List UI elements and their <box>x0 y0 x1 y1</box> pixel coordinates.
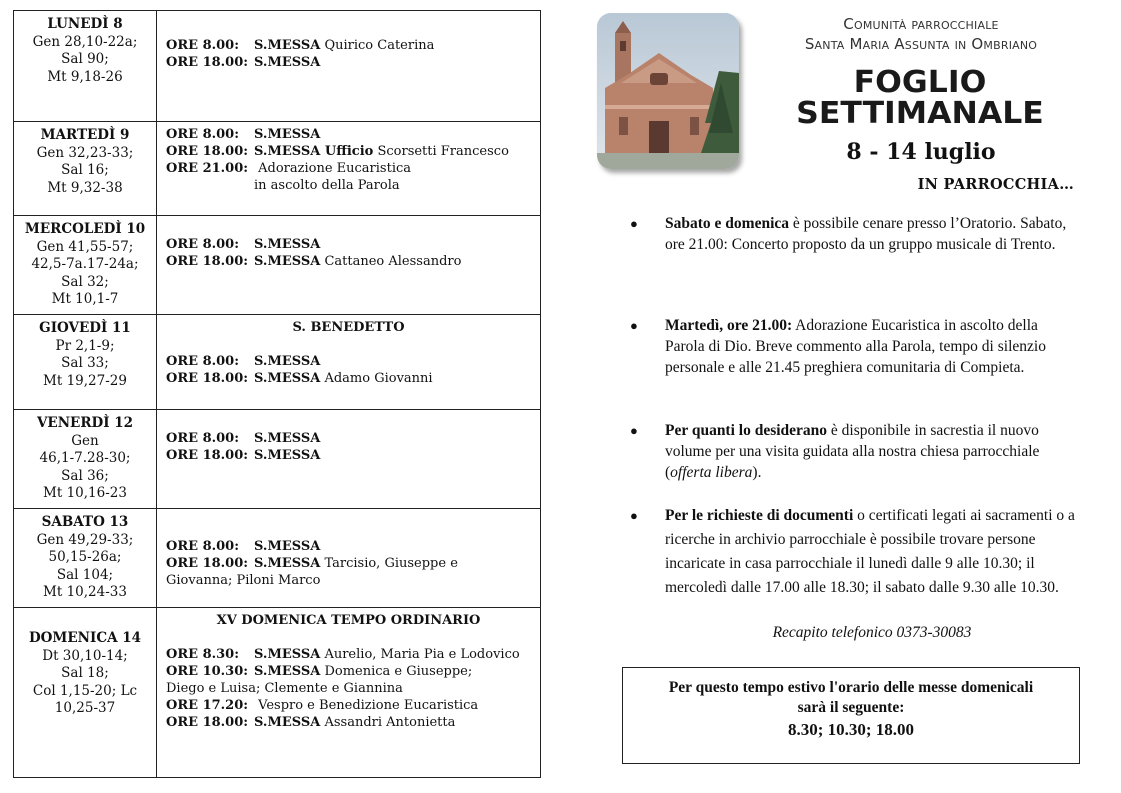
mass-label: S.MESSA <box>254 715 321 730</box>
schedule-row <box>14 122 540 216</box>
mass-line <box>166 447 540 464</box>
news-text: è disponibile in sacrestia il nuovo volume per una visita guidata alla nostra chiesa parrocchiale ( <box>665 422 1040 481</box>
mass-label: S.MESSA <box>254 55 321 70</box>
reading: Mt 10,24-33 <box>43 584 127 600</box>
mass-time: ORE 18.00: <box>166 254 249 269</box>
day-cell <box>14 315 157 409</box>
mass-label: S.MESSA <box>254 448 321 463</box>
mass-time: ORE 8.00: <box>166 539 240 554</box>
mass-intention: Giovanna; Piloni Marco <box>166 573 321 588</box>
mass-time: ORE 8.00: <box>166 431 240 446</box>
summer-line2: sarà il seguente: <box>797 699 905 716</box>
bullet-icon: ● <box>630 423 638 438</box>
mass-line <box>166 680 540 697</box>
mass-line <box>166 143 540 160</box>
bullet-icon: ● <box>630 318 638 333</box>
mass-line <box>166 714 540 731</box>
reading: Mt 10,16-23 <box>43 485 127 501</box>
schedule-row <box>14 11 540 122</box>
mass-time: ORE 8.30: <box>166 647 240 662</box>
bullet-icon: ● <box>630 216 638 231</box>
reading: Gen 41,55-57; <box>36 238 134 255</box>
church-photo <box>597 13 739 169</box>
day-name: DOMENICA 14 <box>28 630 142 646</box>
reading: Col 1,15-20; Lc <box>32 682 138 699</box>
mass-label: S.MESSA <box>254 38 321 53</box>
mass-time: ORE 18.00: <box>166 144 249 159</box>
news-text: Adorazione Eucaristica in ascolto della Parola di Dio. Breve commento alla Parola, tempo di silenzio personale e alle 21.45 preghiera comunitaria di Compieta. <box>665 317 1046 376</box>
reading: Gen 28,10-22a; <box>32 33 138 50</box>
mass-intention: Diego e Luisa; Clemente e Giannina <box>166 681 403 696</box>
news-lead: Per quanti lo desiderano <box>665 422 828 439</box>
news-italic: offerta libera <box>670 464 753 481</box>
mass-line <box>166 37 540 54</box>
phone-contact: Recapito telefonico 0373-30083 <box>772 624 972 641</box>
mass-label: S.MESSA <box>254 371 321 386</box>
bullet-icon: ● <box>630 508 638 523</box>
day-cell <box>14 608 157 777</box>
reading: Sal 18; <box>61 665 109 681</box>
feast-title: S. BENEDETTO <box>292 320 405 335</box>
mass-intention: Aurelio, Maria Pia e Lodovico <box>320 647 520 662</box>
reading: 42,5-7a.17-24a; <box>31 256 139 272</box>
news-lead: Per le richieste di documenti <box>665 507 854 524</box>
mass-label: S.MESSA <box>254 127 321 142</box>
schedule-row <box>14 608 540 777</box>
day-cell <box>14 122 157 215</box>
mass-intention: Tarcisio, Giuseppe e <box>320 556 458 571</box>
mass-cell <box>157 216 540 314</box>
summer-line1: Per questo tempo estivo l'orario delle messe domenicali <box>668 679 1034 696</box>
mass-intention: Scorsetti Francesco <box>373 144 509 159</box>
mass-label: S.MESSA <box>254 237 321 252</box>
mass-intention: Domenica e Giuseppe; <box>320 664 473 679</box>
mass-line <box>166 572 540 589</box>
mass-line <box>166 555 540 572</box>
mass-label: S.MESSA <box>254 664 321 679</box>
week-dates: 8 - 14 luglio <box>846 139 996 165</box>
community-name-line1: Comunità parrocchiale <box>843 15 999 33</box>
day-name: SABATO 13 <box>41 514 129 530</box>
news-lead: Martedì, ore 21.00: <box>665 317 793 334</box>
reading: Mt 10,1-7 <box>51 291 119 307</box>
reading: Sal 104; <box>56 566 114 583</box>
mass-label: S.MESSA <box>254 354 321 369</box>
reading: Gen <box>71 432 99 449</box>
reading: Mt 19,27-29 <box>43 372 127 389</box>
mass-line <box>166 697 540 714</box>
reading: Sal 90; <box>61 51 109 67</box>
mass-label: S.MESSA <box>254 254 321 269</box>
mass-line <box>166 54 540 71</box>
mass-time: ORE 8.00: <box>166 354 240 369</box>
schedule-row <box>14 216 540 315</box>
mass-cell <box>157 608 540 777</box>
weekly-schedule-table <box>13 10 541 778</box>
reading: Mt 9,32-38 <box>47 179 123 196</box>
day-name: MARTEDÌ 9 <box>40 127 130 143</box>
community-name-line2: Santa Maria Assunta in Ombriano <box>804 35 1038 53</box>
mass-time: ORE 21.00: <box>166 161 249 176</box>
mass-label: S.MESSA <box>254 539 321 554</box>
mass-line <box>166 177 540 194</box>
day-cell <box>14 216 157 314</box>
title-line2: SETTIMANALE <box>796 96 1044 131</box>
reading: Sal 36; <box>61 467 109 484</box>
day-name: MERCOLEDÌ 10 <box>24 221 146 237</box>
mass-time: ORE 8.00: <box>166 237 240 252</box>
mass-line <box>166 236 540 253</box>
mass-line <box>166 430 540 447</box>
reading: Sal 32; <box>61 273 109 290</box>
mass-time: ORE 18.00: <box>166 371 249 386</box>
summer-times: 8.30; 10.30; 18.00 <box>787 720 915 739</box>
mass-intention: in ascolto della Parola <box>254 178 400 193</box>
mass-label: S.MESSA Ufficio <box>254 144 374 159</box>
mass-time: ORE 10.30: <box>166 664 249 679</box>
summer-schedule-box <box>622 667 1080 764</box>
mass-time: ORE 17.20: <box>166 698 249 713</box>
day-cell <box>14 11 157 121</box>
feast-title: XV DOMENICA TEMPO ORDINARIO <box>216 613 481 628</box>
mass-intention: Adamo Giovanni <box>320 371 433 386</box>
mass-label: S.MESSA <box>254 556 321 571</box>
schedule-row <box>14 509 540 608</box>
reading: Pr 2,1-9; <box>55 337 115 354</box>
mass-line <box>166 126 540 143</box>
mass-line <box>166 646 540 663</box>
news-text: è possibile cenare presso l’Oratorio. Sabato, ore 21.00: Concerto proposto da un gruppo musicale di Trento. <box>665 215 1067 253</box>
mass-cell <box>157 11 540 121</box>
mass-label: S.MESSA <box>254 647 321 662</box>
section-heading: IN PARROCCHIA… <box>917 176 1074 193</box>
reading: Gen 49,29-33; <box>36 531 134 548</box>
day-name: LUNEDÌ 8 <box>47 16 123 32</box>
mass-cell <box>157 509 540 607</box>
mass-time: ORE 8.00: <box>166 38 240 53</box>
reading: 10,25-37 <box>54 700 116 716</box>
mass-line <box>166 353 540 370</box>
news-lead: Sabato e domenica <box>665 215 789 232</box>
day-name: VENERDÌ 12 <box>36 415 134 431</box>
reading: Gen 32,23-33; <box>36 144 134 161</box>
mass-time: ORE 18.00: <box>166 448 249 463</box>
news-text: o certificati legati ai sacramenti o a ricerche in archivio parrocchiale è possibile trovare persone incaricate in casa parrocchiale il lunedì dalle 9 alle 10.30; il mercoledì dalle 17.00 alle 18.30; il sabato dalle 9.30 alle 10.30. <box>665 507 1075 596</box>
news-tail: ). <box>752 464 762 481</box>
reading: Dt 30,10-14; <box>42 647 128 664</box>
mass-intention: Adorazione Eucaristica <box>254 161 412 176</box>
reading: Sal 16; <box>61 162 109 178</box>
mass-time: ORE 18.00: <box>166 715 249 730</box>
schedule-row <box>14 315 540 410</box>
reading: 50,15-26a; <box>48 549 122 565</box>
mass-intention: Quirico Caterina <box>320 38 435 53</box>
mass-line <box>166 160 540 177</box>
mass-intention: Vespro e Benedizione Eucaristica <box>254 698 479 713</box>
day-cell <box>14 509 157 607</box>
mass-line <box>166 370 540 387</box>
reading: 46,1-7.28-30; <box>39 450 131 466</box>
mass-cell <box>157 122 540 215</box>
mass-time: ORE 8.00: <box>166 127 240 142</box>
mass-line <box>166 538 540 555</box>
mass-time: ORE 18.00: <box>166 556 249 571</box>
mass-line <box>166 663 540 680</box>
day-cell <box>14 410 157 508</box>
day-name: GIOVEDÌ 11 <box>39 320 131 336</box>
mass-label: S.MESSA <box>254 431 321 446</box>
reading: Mt 9,18-26 <box>47 68 123 85</box>
mass-time: ORE 18.00: <box>166 55 249 70</box>
mass-intention: Assandri Antonietta <box>320 715 456 730</box>
mass-line <box>166 253 540 270</box>
mass-cell <box>157 410 540 508</box>
mass-intention: Cattaneo Alessandro <box>320 254 462 269</box>
mass-cell <box>157 315 540 409</box>
title-line1: FOGLIO <box>853 65 987 100</box>
schedule-row <box>14 410 540 509</box>
reading: Sal 33; <box>61 355 109 371</box>
